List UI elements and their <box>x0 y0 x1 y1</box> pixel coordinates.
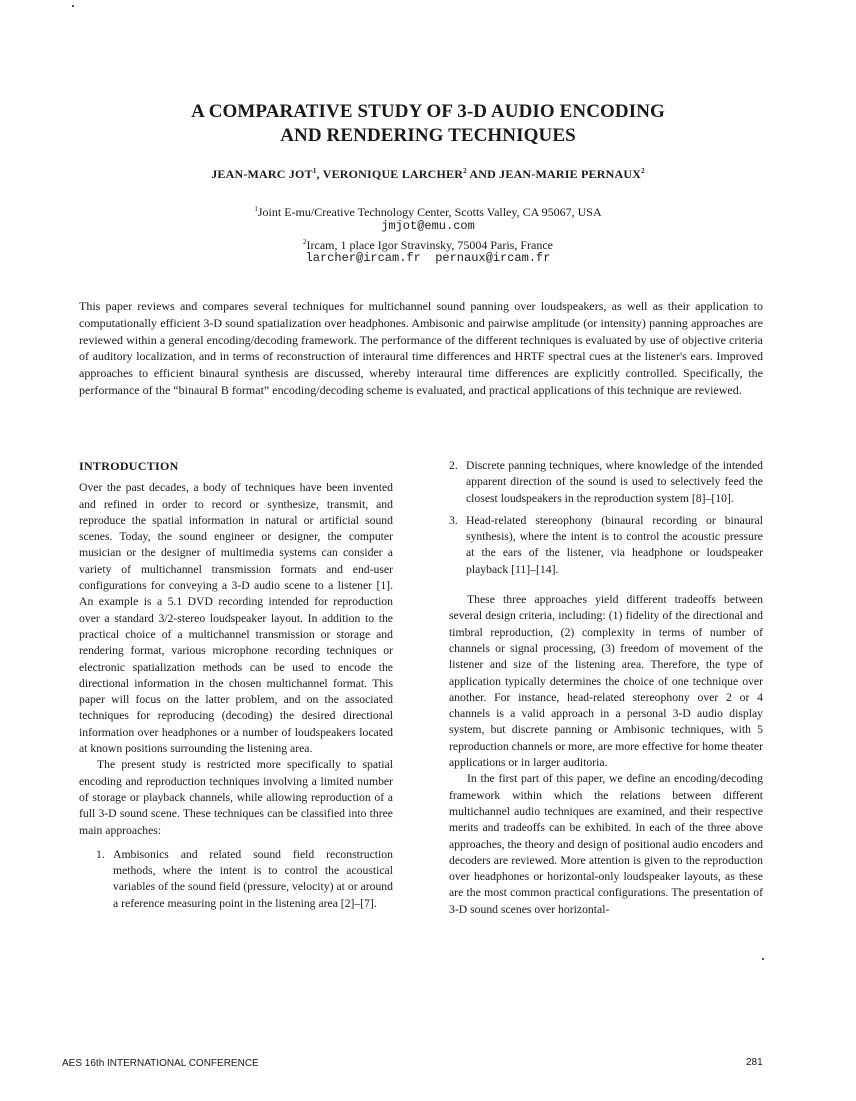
affiliation-1-mark: 1 <box>254 205 258 213</box>
approach-list-item-2 <box>449 458 763 507</box>
author-1: JEAN-MARC JOT <box>211 167 313 181</box>
paper-title <box>0 100 856 148</box>
scan-speck <box>762 958 764 960</box>
author-3: AND JEAN-MARIE PERNAUX <box>466 167 642 181</box>
footer-page-number: 281 <box>746 1057 763 1068</box>
footer-conference: AES 16th INTERNATIONAL CONFERENCE <box>62 1058 259 1069</box>
right-column <box>449 458 763 918</box>
author-1-affil-mark: 1 <box>312 167 317 175</box>
author-3-affil-mark: 2 <box>641 167 645 175</box>
list-text-1: Ambisonics and related sound field reconstruction methods, where the intent is to control the acoustical variables of the sound field (pressure, velocity) at or around a reference measuring point in the listening area [2]–[7]. <box>113 847 393 910</box>
list-number-2: 2. <box>449 459 458 472</box>
scan-speck <box>72 5 74 7</box>
email-1: jmjot@emu.com <box>381 219 475 233</box>
affiliation-1-text: Joint E-mu/Creative Technology Center, Scotts Valley, CA 95067, USA <box>257 205 602 219</box>
intro-paragraph-2: The present study is restricted more specifically to spatial encoding and reproduction techniques involving a limited number of storage or playback channels, while allowing reproduction of a full 3-D sound scene. These techniques can be classified into three main approaches: <box>79 758 393 837</box>
affiliation-2-text: Ircam, 1 place Igor Stravinsky, 75004 Paris, France <box>306 238 553 252</box>
affiliation-2-mark: 2 <box>303 238 307 246</box>
author-2: , VERONIQUE LARCHER <box>316 167 464 181</box>
author-2-affil-mark: 2 <box>463 167 467 175</box>
list-text-3: Head-related stereophony (binaural recording or binaural synthesis), where the intent is to control the acoustic pressure at the ears of the listener, via headphone or loudspeaker playback [11]–[14]. <box>466 513 763 576</box>
intro-paragraph-1: Over the past decades, a body of techniques have been invented and refined in order to record or synthesize, transmit, and reproduce the spatial information in natural or artificial sound scenes. Today, the sound engineer or designer, the computer musician or the designer of multimedia systems can consider a variety of multichannel transmission formats and end-user configurations for conveying a 3-D audio scene to a listener [1]. An example is a 5.1 DVD recording intended for reproduction over a standard 3/2-stereo loudspeaker layout. In addition to the practical choice of a multichannel transmission or storage and rendering format, various microphone recording techniques or electronic spatialization methods can be used to encode the directional information in the chosen multichannel format. This paper will focus on the latter problem, and on the associated techniques for reproducing (decoding) the desired directional information over headphones or a number of loudspeakers located at known positions surrounding the listening area. <box>79 481 393 756</box>
list-text-2: Discrete panning techniques, where knowledge of the intended apparent direction of the sound is used to selectively feed the closest loudspeakers in the reproduction system [8]–[10]. <box>466 459 763 505</box>
email-2: larcher@ircam.fr pernaux@ircam.fr <box>305 251 551 265</box>
approach-list-item-3 <box>449 513 763 578</box>
abstract: This paper reviews and compares several techniques for multichannel sound panning over loudspeakers, as well as their application to computationally efficient 3-D sound spatialization over headphones. Ambisonic and pairwise amplitude (or intensity) panning approaches are reviewed within a general encoding/decoding framework. The performance of the different techniques is evaluated by use of objective criteria of auditory localization, and in terms of reconstruction of interaural time differences and HRTF spectral cues at the listener's ears. Improved approaches to efficient binaural synthesis are discussed, whereby interaural time differences are explicitly controlled. Specifically, the performance of the “binaural B format” encoding/decoding scheme is evaluated, and practical applications of this technique are reviewed. <box>79 299 763 397</box>
list-number-1: 1. <box>96 847 105 861</box>
body-paragraph-tradeoffs: These three approaches yield different tradeoffs between several design criteria, including: (1) fidelity of the directional and timbral reproduction, (2) complexity in terms of number of channels or signal processing, (3) freedom of movement of the listener and size of the listening area. Therefore, the type of application typically determines the choice of one technique over another. For instance, head-related stereophony over 2 or 4 channels is a valid approach in a personal 3-D audio display system, but discrete panning or Ambisonic techniques, with 5 reproduction channels or more, are more effective for home theater applications or in larger auditoria. <box>449 593 763 770</box>
body-paragraph-framework: In the first part of this paper, we define an encoding/decoding framework within which the relations between different multichannel audio techniques are examined, and their respective merits and tradeoffs can be exhibited. In each of the three above approaches, the theory and design of positional audio encoders and decoders are reviewed. More attention is given to the reproduction over headphones or horizontal-only loudspeaker layouts, as these are the most common practical configurations. The presentation of 3-D sound scenes over horizontal- <box>449 772 763 916</box>
list-number-3: 3. <box>449 513 458 527</box>
approach-list-item-1 <box>79 847 393 912</box>
title-line-1: A COMPARATIVE STUDY OF 3-D AUDIO ENCODING <box>191 101 665 122</box>
section-heading-introduction: INTRODUCTION <box>79 459 179 473</box>
author-list <box>0 167 856 182</box>
left-column <box>79 458 393 912</box>
title-line-2: AND RENDERING TECHNIQUES <box>280 125 576 146</box>
